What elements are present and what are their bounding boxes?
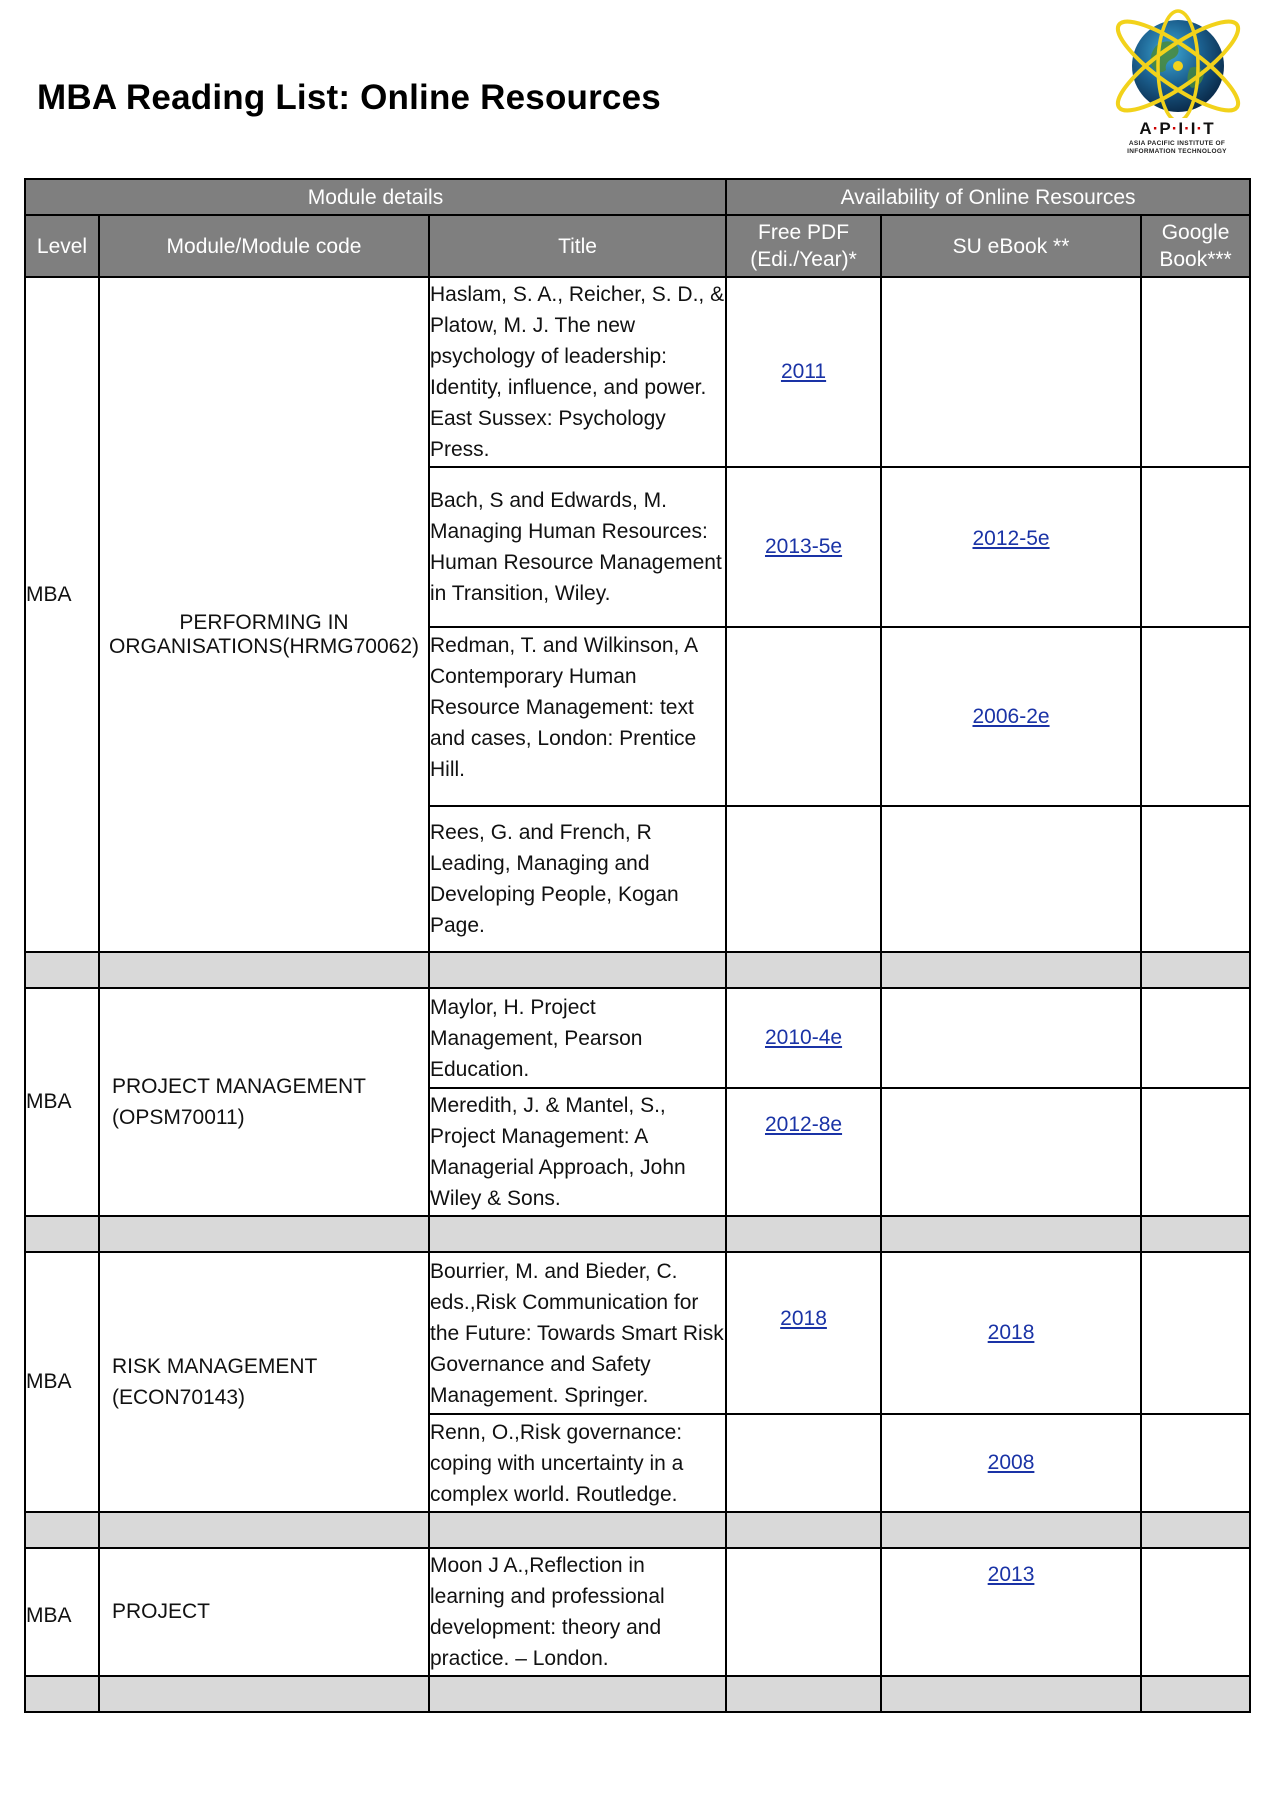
free-pdf-link[interactable]: 2013-5e — [764, 535, 843, 558]
free-pdf-link[interactable]: 2018 — [780, 1307, 827, 1330]
su-ebook-link[interactable]: 2013 — [987, 1563, 1035, 1586]
google-book-cell — [1141, 1252, 1250, 1414]
free-pdf-link[interactable]: 2010-4e — [764, 1026, 843, 1049]
free-pdf-cell — [726, 1088, 881, 1216]
globe-atom-icon — [1098, 6, 1256, 118]
su-ebook-cell — [881, 1252, 1141, 1414]
book-title: Meredith, J. & Mantel, S., Project Management: A Managerial Approach, John Wiley & Sons. — [429, 1088, 726, 1216]
su-ebook-cell — [881, 1088, 1141, 1216]
free-pdf-cell — [726, 627, 881, 806]
google-book-cell — [1141, 277, 1250, 467]
reading-list-table — [24, 178, 1251, 1713]
module-cell: PROJECT — [99, 1548, 429, 1676]
module-cell: PERFORMING IN ORGANISATIONS(HRMG70062) — [99, 277, 429, 952]
module-details-header: Module details — [25, 179, 726, 215]
book-title: Haslam, S. A., Reicher, S. D., & Platow, M. J. The new psychology of leadership: Identity, influence, and power. East Sussex: Psychology Press. — [429, 277, 726, 467]
availability-header: Availability of Online Resources — [726, 179, 1250, 215]
su-ebook-cell — [881, 627, 1141, 806]
google-book-cell — [1141, 467, 1250, 627]
google-book-cell — [1141, 1548, 1250, 1676]
su-ebook-cell — [881, 806, 1141, 952]
level-cell: MBA — [25, 988, 99, 1216]
level-cell: MBA — [25, 277, 99, 952]
google-book-cell — [1141, 988, 1250, 1088]
spacer-row — [25, 1512, 1250, 1548]
google-book-cell — [1141, 806, 1250, 952]
su-ebook-cell — [881, 277, 1141, 467]
google-book-cell — [1141, 1414, 1250, 1512]
su-ebook-cell — [881, 1548, 1141, 1676]
page-title: MBA Reading List: Online Resources — [37, 78, 661, 117]
book-title: Maylor, H. Project Management, Pearson Education. — [429, 988, 726, 1088]
su-ebook-link[interactable]: 2006-2e — [972, 704, 1050, 728]
free-pdf-cell — [726, 1252, 881, 1414]
free-pdf-cell — [726, 806, 881, 952]
module-cell: PROJECT MANAGEMENT (OPSM70011) — [99, 988, 429, 1216]
logo-subtitle-2: INFORMATION TECHNOLOGY — [1127, 148, 1227, 155]
table-row — [25, 277, 1250, 467]
free-pdf-cell — [726, 277, 881, 467]
google-book-cell — [1141, 627, 1250, 806]
google-book-cell — [1141, 1088, 1250, 1216]
su-ebook-cell — [881, 467, 1141, 627]
level-cell: MBA — [25, 1548, 99, 1676]
free-pdf-col-header: Free PDF (Edi./Year)* — [726, 215, 881, 277]
table-row — [25, 1252, 1250, 1414]
table-row — [25, 1548, 1250, 1676]
google-book-col-header: Google Book*** — [1141, 215, 1250, 277]
module-col-header: Module/Module code — [99, 215, 429, 277]
su-ebook-cell — [881, 1414, 1141, 1512]
free-pdf-cell — [726, 988, 881, 1088]
su-ebook-link[interactable]: 2008 — [987, 1451, 1035, 1474]
module-cell: RISK MANAGEMENT (ECON70143) — [99, 1252, 429, 1512]
free-pdf-link[interactable]: 2011 — [780, 360, 827, 383]
book-title: Bach, S and Edwards, M. Managing Human Resources: Human Resource Management in Transition, Wiley. — [429, 467, 726, 627]
logo-subtitle-1: ASIA PACIFIC INSTITUTE OF — [1128, 140, 1226, 147]
free-pdf-link[interactable]: 2012-8e — [764, 1113, 843, 1136]
book-title: Renn, O.,Risk governance: coping with uncertainty in a complex world. Routledge. — [429, 1414, 726, 1512]
book-title: Moon J A.,Reflection in learning and professional development: theory and practice. – London. — [429, 1548, 726, 1676]
book-title: Bourrier, M. and Bieder, C. eds.,Risk Communication for the Future: Towards Smart Risk Governance and Safety Management. Springer. — [429, 1252, 726, 1414]
spacer-row — [25, 1216, 1250, 1252]
book-title: Rees, G. and French, R Leading, Managing and Developing People, Kogan Page. — [429, 806, 726, 952]
free-pdf-cell — [726, 1548, 881, 1676]
apiit-logo — [1098, 6, 1256, 156]
su-ebook-link[interactable]: 2018 — [987, 1321, 1035, 1344]
title-col-header: Title — [429, 215, 726, 277]
level-cell: MBA — [25, 1252, 99, 1512]
su-ebook-link[interactable]: 2012-5e — [972, 527, 1050, 550]
su-ebook-cell — [881, 988, 1141, 1088]
logo-acronym: A·P·I·I·T — [1139, 119, 1215, 138]
spacer-row — [25, 952, 1250, 988]
level-col-header: Level — [25, 215, 99, 277]
spacer-row — [25, 1676, 1250, 1712]
su-ebook-col-header: SU eBook ** — [881, 215, 1141, 277]
free-pdf-cell — [726, 467, 881, 627]
free-pdf-cell — [726, 1414, 881, 1512]
book-title: Redman, T. and Wilkinson, A Contemporary Human Resource Management: text and cases, London: Prentice Hill. — [429, 627, 726, 806]
table-row — [25, 988, 1250, 1088]
